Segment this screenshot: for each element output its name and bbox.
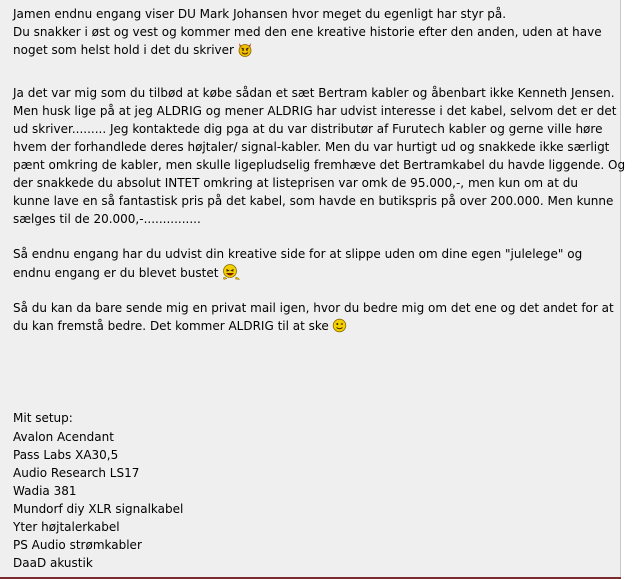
post-text-line — [13, 317, 347, 335]
laughing-smiley-icon — [221, 263, 241, 280]
post-text-segment: noget som helst hold i det du skriver — [13, 43, 234, 57]
post-text-line: sælges til de 20.000,-............... — [13, 212, 201, 226]
post-text-line — [13, 263, 241, 281]
post-text-segment: endnu engang er du blevet bustet — [13, 266, 219, 280]
post-text-line: der snakkede du absolut INTET omkring at listeprisen var omk de 95.000,-, men kun om at du — [13, 176, 578, 190]
setup-heading: Mit setup: — [13, 411, 73, 425]
setup-item: Avalon Acendant — [13, 430, 114, 444]
post-text-line: Ja det var mig som du tilbød at købe sådan et sæt Bertram kabler og åbenbart ikke Kenneth Jensen. — [13, 86, 615, 100]
post-text-line: pænt omkring de kabler, men skulle ligepludselig fremhæve det Bertramkabel du havde liggende. Og — [13, 158, 626, 172]
setup-item: Mundorf diy XLR signalkabel — [13, 502, 184, 516]
setup-item: PS Audio strømkabler — [13, 538, 142, 552]
post-text-segment: du kan fremstå bedre. Det kommer ALDRIG til at ske — [13, 319, 329, 333]
setup-item: DaaD akustik — [13, 556, 93, 570]
post-text-line: ud skriver......... Jeg kontaktede dig pga at du var distributør af Furutech kabler og gerne ville høre — [13, 122, 603, 136]
post-text-line: kunne lave en så fantastisk pris på det kabel, som havde en butikspris på over 200.000. Men kunne — [13, 194, 614, 208]
post-text-line — [13, 41, 253, 59]
setup-item: Yter højtalerkabel — [13, 520, 120, 534]
post-text-line: Du snakker i øst og vest og kommer med den ene kreative historie efter den anden, uden at have — [13, 25, 602, 39]
post-text-line: Så du kan da bare sende mig en privat mail igen, hvor du bedre mig om det ene og det andet for at — [13, 301, 614, 315]
devil-smiley-icon — [237, 42, 253, 57]
winking-smiley-icon — [332, 318, 347, 333]
setup-item: Wadia 381 — [13, 484, 77, 498]
post-text-line: hvem der forhandlede deres højtaler/ signal-kabler. Men du var hurtigt ud og snakkede ikke særligt — [13, 140, 610, 154]
post-text-line: Men husk lige på at jeg ALDRIG og mener ALDRIG har udvist interesse i det kabel, selvom det er det — [13, 104, 617, 118]
setup-item: Audio Research LS17 — [13, 466, 140, 480]
post-text-line: Jamen endnu engang viser DU Mark Johansen hvor meget du egenligt har styr på. — [13, 7, 507, 21]
setup-item: Pass Labs XA30,5 — [13, 448, 119, 462]
post-text-line: Så endnu engang har du udvist din kreative side for at slippe uden om dine egen "julelege" og — [13, 247, 583, 261]
